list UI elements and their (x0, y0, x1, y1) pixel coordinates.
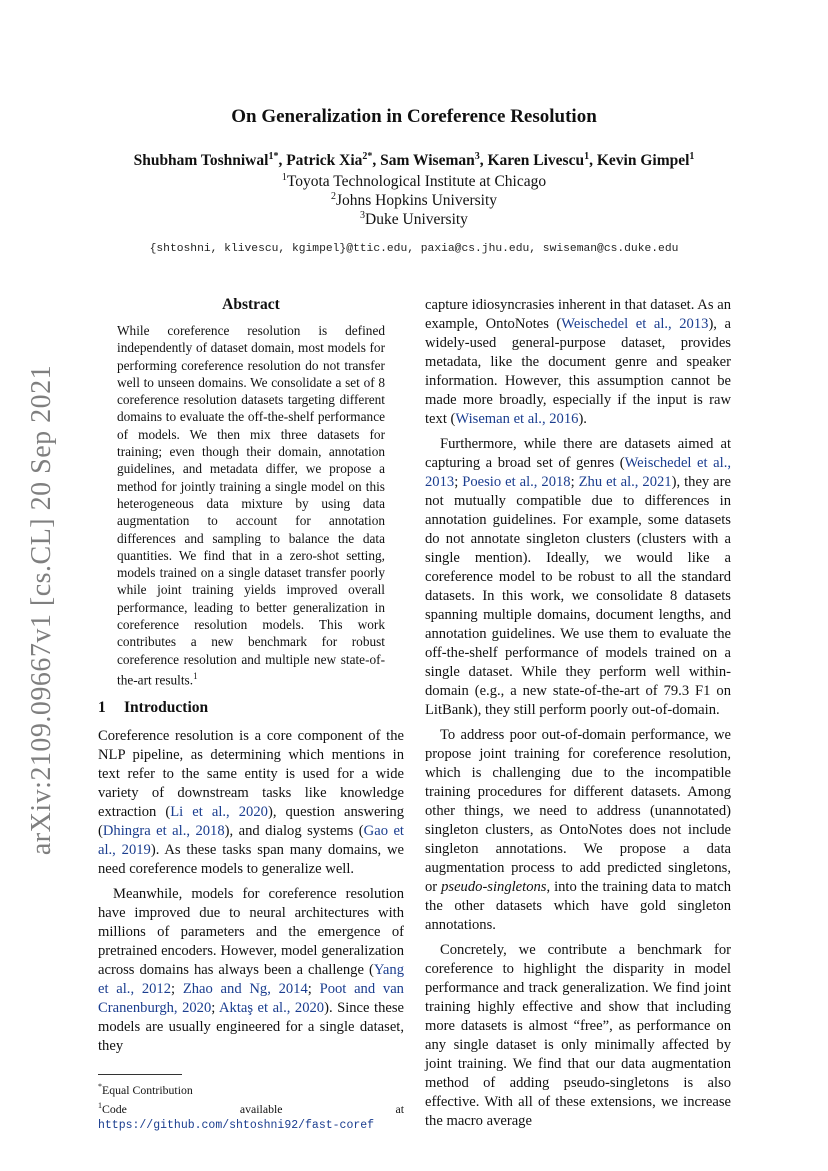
citation-link[interactable]: Gao et al., 2019 (98, 822, 404, 858)
affiliation: $^2$Johns Hopkins University (330, 191, 498, 210)
affiliation: $^1$Toyota Technological Institute at Chicago (281, 172, 547, 191)
author-name: Karen Livescu (487, 152, 585, 170)
author-affil-mark: 2* (362, 151, 373, 162)
author-name: Patrick Xia (286, 152, 363, 170)
paragraph: Coreference resolution is a core component of the NLP pipeline, as determining which mentions in text refer to the same entity is used for a wide variety of downstream tasks like knowledge extraction (Li et al., 2020), question answering (Dhingra et al., 2018), and dialog systems (Gao et al., 2019). As these tasks span many domains, we need coreference models to generalize well. (98, 727, 404, 877)
abstract-heading: Abstract (222, 296, 280, 313)
footnote: $^1$Code available at https://github.com/shtoshni92/fast-coref (98, 1100, 404, 1132)
arxiv-stamp: arXiv:2109.09667v1 [cs.CL] 20 Sep 2021 (26, 364, 57, 856)
citation-link[interactable]: Li et al., 2020 (170, 803, 268, 820)
footnote-mark: 1 (193, 670, 198, 681)
paper-title: On Generalization in Coreference Resolution (231, 106, 597, 127)
paragraph: To address poor out-of-domain performance, we propose joint training for coreference resolution, which is challenging due to the incompatible training procedures for different datasets. Among other things, we need to address (unannotated) singleton clusters, as OntoNotes does not include singleton annotations. We propose a data augmentation process to add predicted singletons, or pseudo-singletons, into the training data to match the other datasets which have gold singleton annotations. (425, 727, 731, 933)
paragraph: Concretely, we contribute a benchmark for coreference to highlight the disparity in model performance and track generalization. We find joint training highly effective and show that including more datasets is almost “free”, as performance on any single dataset is only minimally affected by joint training. We find that our data augmentation method of adding pseudo-singletons is also effective. With all of these extensions, we increase the macro average (425, 942, 731, 1129)
author-name: Kevin Gimpel (596, 152, 690, 170)
author-emails: {shtoshni, klivescu, kgimpel}@ttic.edu, paxia@cs.jhu.edu, swiseman@cs.duke.edu (149, 243, 679, 255)
paragraph: Furthermore, while there are datasets aimed at capturing a broad set of genres (Weischedel et al., 2013; Poesio et al., 2018; Zhu et al., 2021), they are not mutually compatible due to differences in annotation guidelines. For example, some datasets do not annotate singleton clusters (clusters with a single mention). Ideally, we would like a coreference model to be robust to all the standard datasets. In this work, we consolidate 8 datasets spanning multiple domains, document lengths, and annotation guidelines. We use them to evaluate the off-the-shelf performance of models trained on a single dataset. While they perform well within-domain (e.g., a new state-of-the-art of 79.3 F1 on LitBank), they still perform poorly out-of-domain. (425, 436, 731, 718)
author-affil-mark: 3 (474, 151, 480, 162)
citation-link[interactable]: Dhingra et al., 2018 (102, 822, 225, 839)
citation-link[interactable]: Weischedel et al., 2013 (561, 316, 709, 332)
left-column (98, 296, 404, 1133)
author-affil-mark: 1 (584, 151, 590, 162)
section-number: 1 (98, 698, 106, 716)
citation-link[interactable]: Aktaş et al., 2020 (219, 999, 325, 1016)
citation-link[interactable]: Zhu et al., 2021 (578, 474, 672, 490)
footnote: *Equal Contribution (98, 1081, 193, 1097)
citation-link[interactable]: Zhao and Ng, 2014 (182, 980, 308, 997)
citation-link[interactable]: Weischedel et al., 2013 (425, 455, 731, 490)
section-heading (98, 699, 404, 717)
affiliation: $^3$Duke University (360, 210, 468, 229)
citation-link[interactable]: Poot and van Cranenburgh, 2020 (98, 980, 404, 1016)
author-name: Sam Wiseman (380, 152, 475, 170)
paragraph: Meanwhile, models for coreference resolution have improved due to neural architectures with millions of parameters and the emergence of pretrained encoders. However, model generalization across domains has always been a challenge (Yang et al., 2012; Zhao and Ng, 2014; Poot and van Cranenburgh, 2020; Aktaş et al., 2020). Since these models are usually engineered for a single dataset, they (98, 885, 404, 1054)
citation-link[interactable]: Wiseman et al., 2016 (455, 411, 579, 427)
author-affil-mark: 1 (689, 151, 695, 162)
author-affil-mark: 1* (268, 151, 279, 162)
section-title: Introduction (124, 698, 209, 716)
right-column (425, 296, 731, 1137)
citation-link[interactable]: Yang et al., 2012 (98, 961, 404, 997)
code-url-link[interactable]: https://github.com/shtoshni92/fast-coref (98, 1118, 375, 1132)
footnote-rule (98, 1074, 182, 1075)
paragraph: capture idiosyncrasies inherent in that dataset. As an example, OntoNotes (Weischedel et al., 2013), a widely-used general-purpose dataset, provides metadata, like the document genre and speaker information. However, this assumption cannot be made more broadly, especially if the input is raw text (Wiseman et al., 2016). (425, 297, 731, 427)
citation-link[interactable]: Poesio et al., 2018 (462, 474, 571, 490)
author-name: Shubham Toshniwal (133, 152, 269, 170)
author-list: Shubham Toshniwal$^{1*}$, Patrick Xia$^{2*}$, Sam Wiseman$^3$, Karen Livescu$^1$, Kevin Gimpel$^1$ (133, 151, 695, 170)
abstract-text: While coreference resolution is defined independently of dataset domain, most models for performing coreference resolution do not transfer well to unseen domains. We consolidate a set of 8 coreference resolution datasets targeting different domains to evaluate the off-the-shelf performance of models. We then mix three datasets for training; even though their domain, annotation guidelines, and metadata differ, we propose a method for jointly training a single model on this heterogeneous data mixture by using data augmentation to account for annotation differences and sampling to balance the data quantities. We find that in a zero-shot setting, models trained on a single dataset transfer poorly while joint training yields improved overall performance, leading to better generalization in coreference resolution models. This work contributes a new benchmark for robust coreference resolution and multiple new state-of-the-art results.$^1$ (117, 323, 385, 688)
